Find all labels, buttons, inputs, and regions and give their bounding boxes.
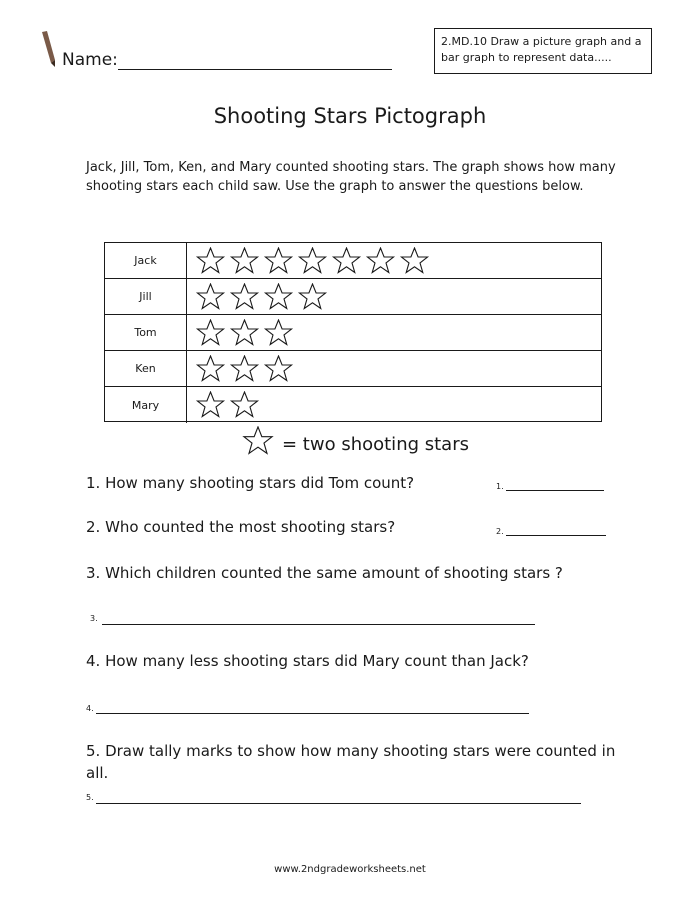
- pictograph-row: [105, 387, 601, 423]
- star-mark: [193, 319, 228, 347]
- star-mark: [295, 283, 330, 311]
- pictograph-row: [105, 279, 601, 315]
- question-4: 4. How many less shooting stars did Mary count than Jack?: [86, 652, 529, 670]
- question-2: 2. Who counted the most shooting stars?: [86, 518, 396, 536]
- question-5: 5. Draw tally marks to show how many shooting stars were counted in all.: [86, 742, 616, 782]
- answer-number-4: 4.: [86, 704, 94, 713]
- star-mark: [261, 319, 296, 347]
- pictograph-key: [240, 424, 560, 460]
- answer-line-2[interactable]: [506, 535, 606, 536]
- answer-line-5[interactable]: [96, 803, 581, 804]
- star-mark: [227, 247, 262, 275]
- key-star-icon: [240, 426, 276, 456]
- row-stars: [193, 319, 593, 347]
- answer-number-2: 2.: [496, 527, 504, 536]
- pictograph-row: [105, 243, 601, 279]
- row-label: Jack: [105, 243, 187, 278]
- intro-text: [86, 158, 626, 196]
- pictograph-row: [105, 351, 601, 387]
- row-label: Mary: [105, 387, 187, 423]
- star-mark: [363, 247, 398, 275]
- star-mark: [227, 391, 262, 419]
- star-mark: [261, 355, 296, 383]
- standard-line-1: 2.MD.10 Draw a picture graph and a: [441, 35, 642, 48]
- row-stars: [193, 355, 593, 383]
- question-3: 3. Which children counted the same amount of shooting stars ?: [86, 564, 563, 582]
- star-mark: [261, 283, 296, 311]
- star-mark: [227, 355, 262, 383]
- star-mark: [329, 247, 364, 275]
- answer-number-5: 5.: [86, 793, 94, 802]
- star-mark: [227, 319, 262, 347]
- name-input-line[interactable]: [118, 69, 392, 70]
- pictograph-row: [105, 315, 601, 351]
- star-mark: [193, 283, 228, 311]
- answer-line-1[interactable]: [506, 490, 604, 491]
- question-1: 1. How many shooting stars did Tom count?: [86, 474, 415, 492]
- star-mark: [397, 247, 432, 275]
- row-label: Ken: [105, 351, 187, 386]
- pictograph-table: [104, 242, 602, 422]
- star-mark: [227, 283, 262, 311]
- answer-line-3[interactable]: [102, 624, 535, 625]
- page-title: Shooting Stars Pictograph: [213, 104, 487, 128]
- row-label: Jill: [105, 279, 187, 314]
- star-mark: [261, 247, 296, 275]
- row-stars: [193, 283, 593, 311]
- name-label: Name:: [62, 50, 118, 70]
- star-mark: [193, 391, 228, 419]
- pencil-icon: [38, 30, 58, 70]
- key-text: = two shooting stars: [282, 434, 469, 455]
- star-mark: [193, 355, 228, 383]
- answer-number-3: 3.: [90, 614, 98, 623]
- answer-number-1: 1.: [496, 482, 504, 491]
- row-stars: [193, 391, 593, 419]
- standard-line-2: bar graph to represent data.....: [441, 51, 612, 64]
- standard-box: [434, 28, 652, 74]
- row-label: Tom: [105, 315, 187, 350]
- row-stars: [193, 247, 593, 275]
- intro-line-1: Jack, Jill, Tom, Ken, and Mary counted shooting stars. The graph shows how many: [86, 160, 616, 175]
- star-mark: [193, 247, 228, 275]
- answer-line-4[interactable]: [96, 713, 529, 714]
- intro-line-2: shooting stars each child saw. Use the graph to answer the questions below.: [86, 179, 584, 194]
- footer-url: www.2ndgradeworksheets.net: [274, 864, 426, 875]
- star-mark: [295, 247, 330, 275]
